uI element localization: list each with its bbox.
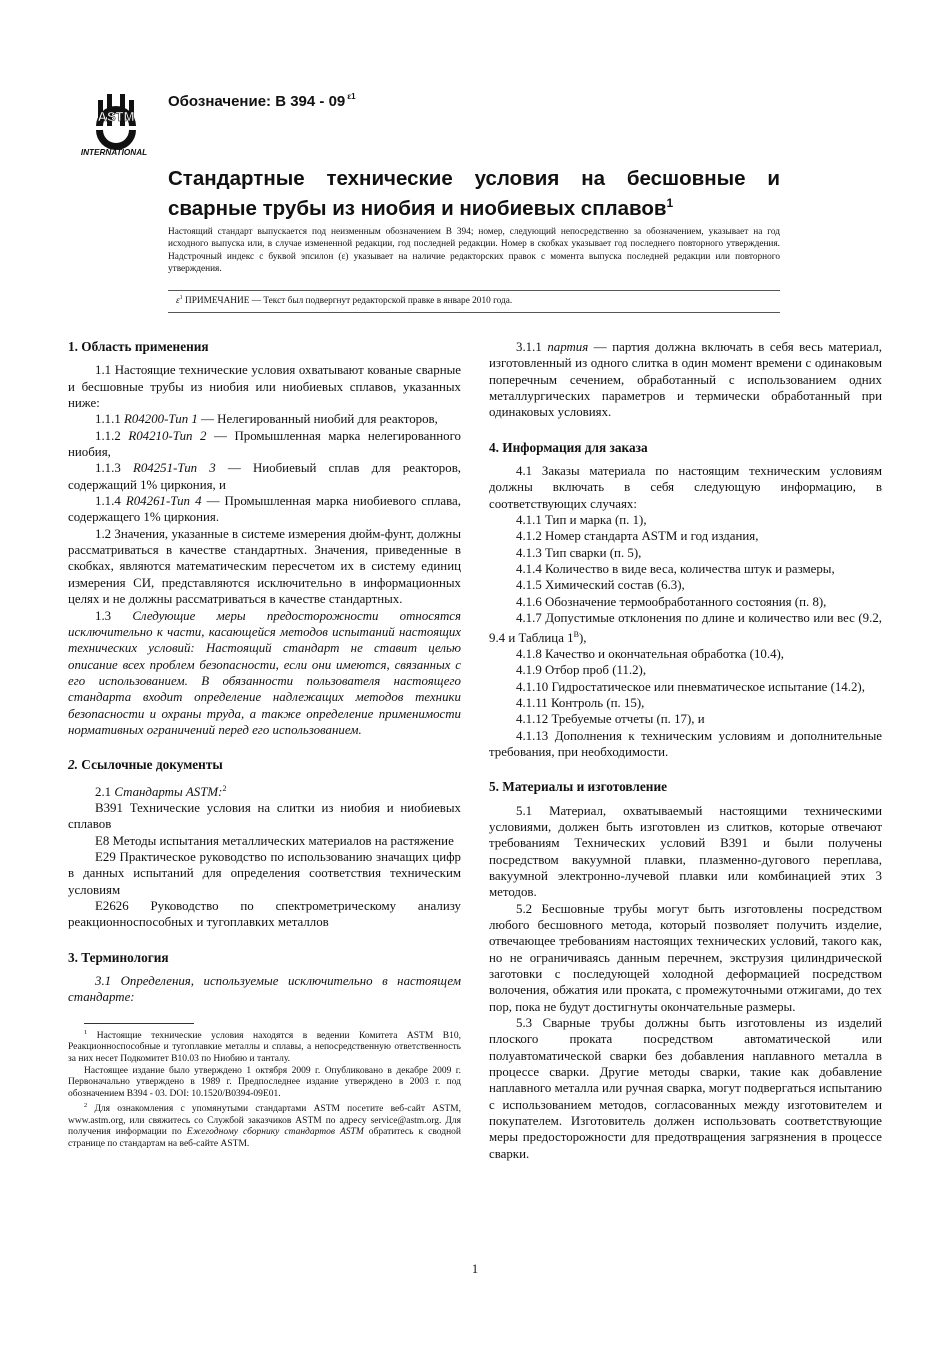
reference-item: E2626 Руководство по спектрометрическому анализу реакционноспособных и тугоплавких металлов	[68, 899, 461, 930]
paragraph: 1.1 Настоящие технические условия охватывают кованые сварные и бесшовные трубы из ниобия или ниобиевых сплавов, указанных ниже:	[68, 363, 461, 411]
paragraph: 3.1.1 партия — партия должна включать в себя весь материал, изготовленный из одного слитка в один момент времени с одинаковым поперечным сечением, обработанный с использованием одних металлургических параметров и термически обработанный при одинаковых условиях.	[489, 340, 883, 420]
list-item: 1.1.2 R04210-Тип 2 — Промышленная марка нелегированного ниобия,	[68, 428, 461, 460]
document-title: Стандартные технические условия на бесшовные и сварные трубы из ниобия и ниобиевых сплавов$^1$	[168, 167, 780, 220]
astm-logo-icon	[74, 86, 158, 158]
list-item: 4.1.5 Химический состав (6.3),	[516, 578, 685, 593]
list-item: 1.1.4 R04261-Тип 4 — Промышленная марка ниобиевого сплава, содержащего 1% циркония.	[68, 494, 462, 525]
list-item: 1.1.1 R04200-Тип 1 — Нелегированный ниобий для реакторов,	[95, 412, 438, 427]
footnote-rule	[84, 1023, 194, 1024]
paragraph: 5.3 Сварные трубы должны быть изготовлены из изделий плоского проката посредством автоматической или полуавтоматической сварки без добавления наплавного металла в процессе сварки. Другие методы сварки, такие как добавление наплавного металла или ручная сварка, могут подвергаться испытанию с использованием методов, согласованных между изготовителем и покупателем. Изготовитель должен использовать соответствующие меры предосторожности для предотвращения загрязнения в процессе сварки.	[489, 1016, 882, 1161]
footnote: $^2$ Для ознакомления с упомянутыми стандартами ASTM посетите веб-сайт ASTM, www.astm.org, или свяжитесь со Службой заказчиков ASTM по адресу service@astm.org. Для получения информации по Ежегодному сборнику стандартов ASTM обратитесь к сводной странице по стандартам на веб-сайте ASTM.	[68, 1102, 461, 1150]
astm-logo	[74, 86, 158, 158]
section-heading: 4. Информация для заказа	[489, 439, 648, 455]
list-item: 4.1.3 Тип сварки (п. 5),	[516, 545, 642, 560]
list-item: 4.1.2 Номер стандарта ASTM и год издания,	[516, 529, 759, 544]
reference-item: E8 Методы испытания металлических материалов на растяжение	[95, 833, 454, 848]
footnote: $^1$ Настоящие технические условия находятся в ведении Комитета ASTM B10, Реакционноспособные и тугоплавкие металлы и сплавы, а непосредственную ответственность за них несет Подкомитет B10.03 по Ниобию и танталу.	[68, 1028, 461, 1064]
list-item: 4.1.9 Отбор проб (11.2),	[516, 663, 647, 678]
note-rule-top	[168, 290, 780, 291]
paragraph: 3.1 Определения, используемые исключительно в настоящем стандарте:	[68, 974, 461, 1005]
list-item: 4.1.11 Контроль (п. 15),	[516, 695, 645, 710]
list-item: 4.1.6 Обозначение термообработанного состояния (п. 8),	[516, 594, 827, 609]
list-item: 4.1.4 Количество в виде веса, количества штук и размеры,	[516, 562, 835, 577]
designation: Обозначение: B 394 - 09 $^{\varepsilon 1}$	[168, 92, 356, 110]
paragraph: 5.2 Бесшовные трубы могут быть изготовлены посредством любого бесшовного метода, который позволяет получить изделие, отвечающее требованиям настоящих технических условий, такого как, но не ограничиваясь данным перечнем, экструзия цилиндрической заготовки с последующей холодной деформацией посредством волочения, обжатия или проката, с промежуточными отжигами, до тех пор, пока не будут достигнуты окончательные размеры.	[489, 901, 882, 1014]
editorial-note: $\varepsilon^1$ ПРИМЕЧАНИЕ — Текст был подвергнут редакторской правке в январе 2010 года.	[176, 295, 513, 306]
section-heading: 1. Область применения	[68, 339, 209, 354]
list-item: 4.1.12 Требуемые отчеты (п. 17), и	[516, 712, 705, 727]
reference-item: E29 Практическое руководство по использованию значащих цифр в данных испытаний для определения соответствия техническим условиям	[68, 849, 461, 897]
intro-paragraph: Настоящий стандарт выпускается под неизменным обозначением B 394; номер, следующий непосредственно за обозначением, указывает на год исходного выпуска или, в случае измененной редакции, год последней редакции. Номер в скобках указывает год последнего повторного утверждения. Надстрочный индекс с буквой эпсилон (ε) указывает на наличие редакторских правок с момента выпуска последней редакции или повторного утверждения.	[168, 227, 780, 275]
reference-item: B391 Технические условия на слитки из ниобия и ниобиевых сплавов	[68, 800, 461, 832]
list-item: 1.1.3 R04251-Тип 3 — Ниобиевый сплав для реакторов, содержащий 1% циркония, и	[68, 461, 461, 492]
paragraph: 1.2 Значения, указанные в системе измерения дюйм-фунт, должны рассматриваться в качестве стандартных. Значения, приведенные в скобках, являются математическим пересчетом их в систему единиц измерения СИ, представляются исключительно в информационных целях и не должны рассматриваться в качестве стандартных.	[68, 526, 461, 607]
page-number: 1	[471, 1262, 479, 1276]
paragraph: 4.1 Заказы материала по настоящим техническим условиям должны включать в себя следующую информацию, в соответствующих случаях:	[489, 464, 882, 511]
list-item: 4.1.1 Тип и марка (п. 1),	[516, 513, 647, 528]
paragraph: 2.1 Стандарты ASTM:$^2$	[95, 783, 227, 799]
list-item: 4.1.10 Гидростатическое или пневматическое испытание (14.2),	[516, 679, 865, 694]
section-heading: 5. Материалы и изготовление	[489, 779, 668, 795]
section-heading: 2. Ссылочные документы	[68, 757, 223, 773]
paragraph: 1.3 Следующие меры предосторожности относятся исключительно к части, касающейся методов испытаний настоящих технических условий: Настоящий стандарт не ставит целью описание всех проблем безопасности, если они имеются, связанных с его использованием. В обязанности пользователя настоящего стандарта входит определение надлежащих методов техники безопасности и охраны труда, а также определение применимости нормативных ограничений перед его использованием.	[68, 608, 462, 737]
logo-subtext: INTERNATIONAL	[80, 148, 148, 157]
note-rule-bottom	[168, 312, 780, 313]
list-item: 4.1.7 Допустимые отклонения по длине и количество или вес (9.2, 9.4 и Таблица $1^В$),	[489, 611, 882, 645]
list-item: 4.1.8 Качество и окончательная обработка (10.4),	[516, 646, 785, 661]
right-column	[489, 339, 882, 1162]
section-heading: 3. Терминология	[68, 949, 169, 965]
left-column	[68, 339, 461, 1151]
list-item: 4.1.13 Дополнения к техническим условиям и дополнительные требования, при необходимости.	[489, 728, 882, 759]
logo-text: ASTM	[97, 109, 135, 124]
footnote: Настоящее издание было утверждено 1 октября 2009 г. Опубликовано в декабре 2009 г. Первоначально утверждено в 1989 г. Предпоследнее издание утверждено в 2003 г. под обозначением B394 - 03. DOI: 10.1520/B0394-09E01.	[68, 1065, 461, 1099]
paragraph: 5.1 Материал, охватываемый настоящими техническими условиями, должен быть изготовлен из слитков, которые отвечают требованиям Технических условий B391 и были получены посредством вакуумной плавки, плазменно-дугового переплава, вакуумной электронно-лучевой плавки или комбинацией этих 3 методов.	[489, 803, 882, 900]
